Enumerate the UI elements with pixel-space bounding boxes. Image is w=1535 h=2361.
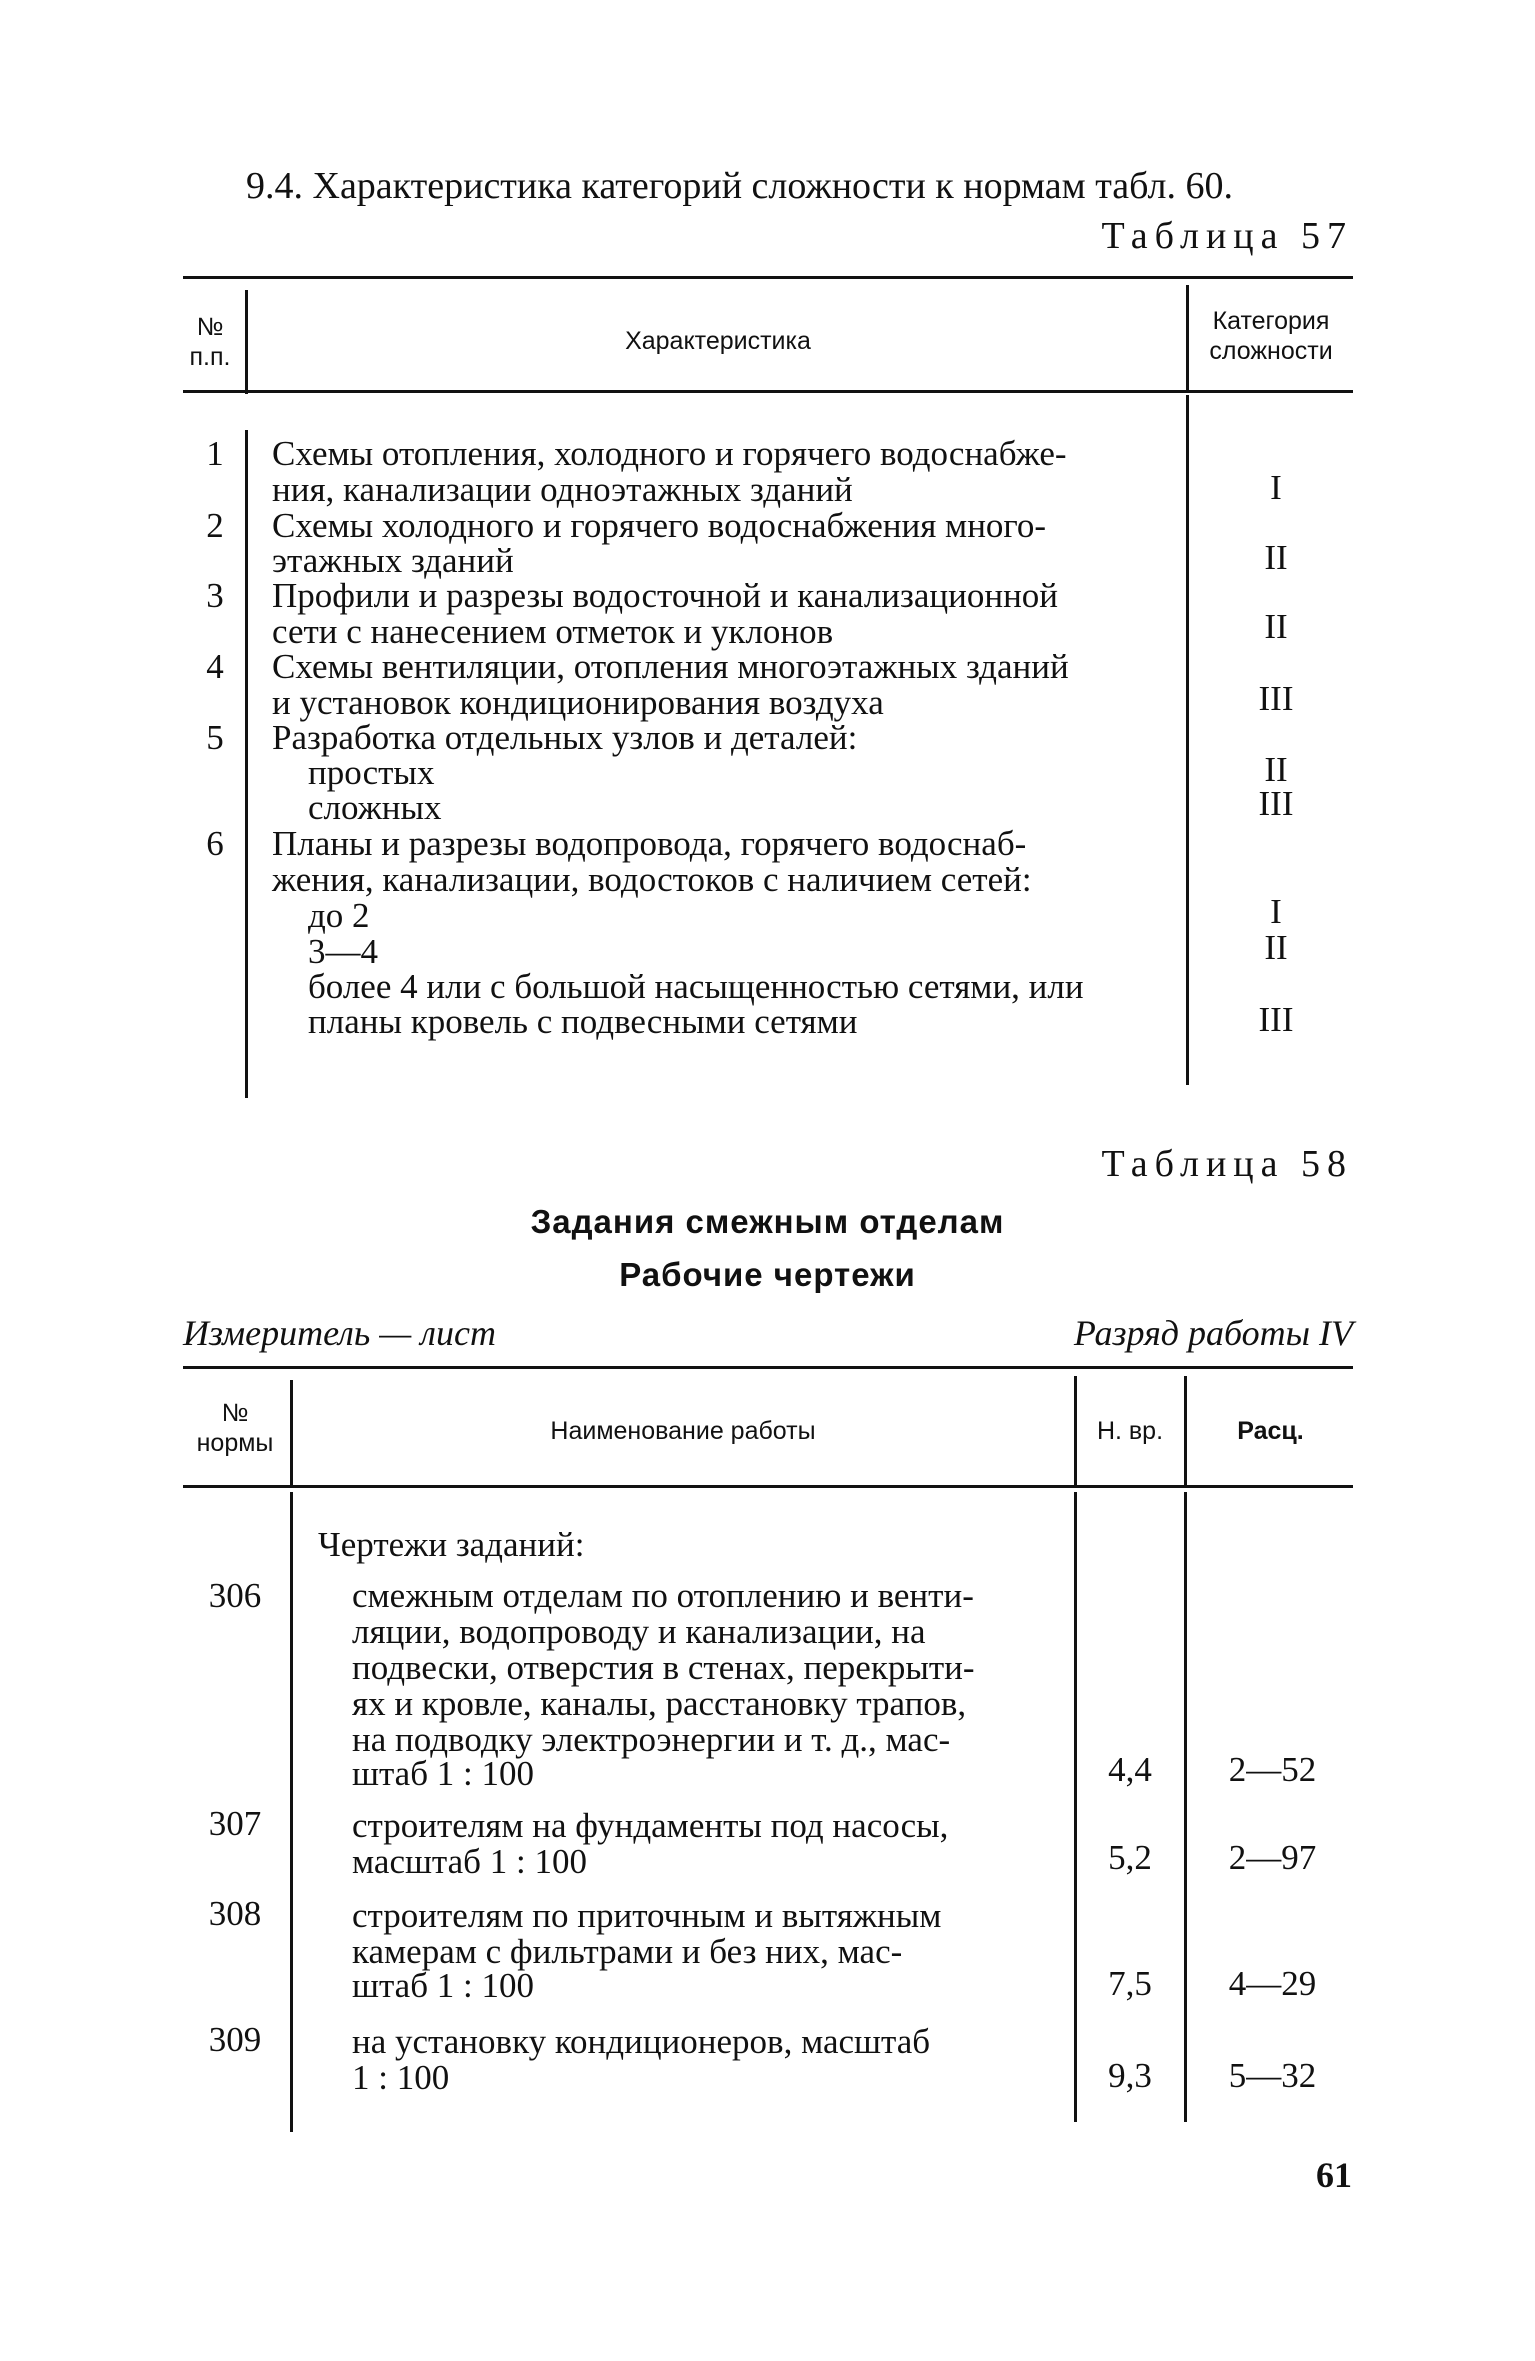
table-57-row-6-sub-4-category: III	[1258, 1000, 1294, 1039]
table-58-row-308-line-1: строителям по приточным и вытяжным	[352, 1896, 942, 1935]
table-58-row-306-line-1: смежным отделам по отоплению и венти-	[352, 1576, 974, 1615]
table-58-col-divider	[1074, 1492, 1077, 2122]
table-57-row-1-category: I	[1270, 468, 1282, 507]
table-57-row-3-line-2: сети с нанесением отметок и уклонов	[272, 612, 834, 651]
table-58-row-306-line-6: штаб 1 : 100	[352, 1754, 534, 1793]
table-57-label: Таблица 57	[1101, 215, 1353, 257]
table-58-col-divider	[290, 1380, 293, 1488]
table-58-intro: Чертежи заданий:	[318, 1525, 585, 1564]
table-58-row-308-rate: 4—29	[1228, 1964, 1317, 2003]
section-heading: 9.4. Характеристика категорий сложности к нормам табл. 60.	[246, 165, 1233, 207]
table-58-header-rate: Расц.	[1237, 1417, 1304, 1445]
table-58-row-307-line-2: масштаб 1 : 100	[352, 1842, 587, 1881]
table-57-row-6-sub-1: до 2	[308, 896, 370, 935]
table-57-row-1-line-1: Схемы отопления, холодного и горячего водоснабже-	[272, 434, 1067, 473]
table-57-row-4-no: 4	[206, 647, 224, 686]
table-58-row-307-no: 307	[208, 1804, 262, 1843]
table-57-row-5-line-1: Разработка отдельных узлов и деталей:	[272, 718, 858, 757]
table-57-header-no: № п.п.	[189, 313, 231, 371]
table-58-row-309-line-2: 1 : 100	[352, 2058, 450, 2097]
table-58-col-divider	[1074, 1376, 1077, 1486]
table-57-col-divider	[245, 430, 248, 1098]
table-57-top-rule	[183, 276, 1353, 279]
table-57-row-3-line-1: Профили и разрезы водосточной и канализационной	[272, 576, 1059, 615]
table-57-col-divider	[245, 290, 248, 394]
table-58-row-309-line-1: на установку кондиционеров, масштаб	[352, 2022, 931, 2061]
table-57-row-5-sub-2-category: III	[1258, 784, 1294, 823]
table-58-col-divider	[1184, 1492, 1187, 2122]
table-58-row-306-line-5: на подводку электроэнергии и т. д., мас-	[352, 1720, 951, 1759]
table-57-row-5-no: 5	[206, 718, 224, 757]
table-58-top-rule	[183, 1366, 1353, 1369]
table-58-row-308-line-3: штаб 1 : 100	[352, 1966, 534, 2005]
table-58-row-306-line-4: ях и кровле, каналы, расстановку трапов,	[352, 1684, 967, 1723]
table-57-row-2-line-1: Схемы холодного и горячего водоснабжения много-	[272, 506, 1047, 545]
table-58-row-307-time: 5,2	[1108, 1838, 1152, 1877]
table-58-row-308-no: 308	[208, 1894, 262, 1933]
table-58-row-308-time: 7,5	[1108, 1964, 1152, 2003]
table-57-row-1-no: 1	[206, 434, 224, 473]
table-58-row-309-time: 9,3	[1108, 2056, 1152, 2095]
table-57-row-2-line-2: этажных зданий	[272, 541, 514, 580]
table-58-subtitle: Рабочие чертежи	[619, 1256, 916, 1293]
table-57-header-description: Характеристика	[625, 327, 811, 355]
table-57-row-6-sub-3: более 4 или с большой насыщенностью сетями, или	[308, 967, 1084, 1006]
table-57-row-3-no: 3	[206, 576, 224, 615]
table-57-row-6-line-2: жения, канализации, водостоков с наличием сетей:	[272, 860, 1032, 899]
table-57-row-6-sub-2-category: II	[1264, 928, 1288, 967]
table-58-row-309-rate: 5—32	[1228, 2056, 1317, 2095]
table-57-row-1-line-2: ния, канализации одноэтажных зданий	[272, 470, 853, 509]
table-58-row-307-line-1: строителям на фундаменты под насосы,	[352, 1806, 949, 1845]
table-57-header-rule	[183, 390, 1353, 393]
table-58-title: Задания смежным отделам	[530, 1203, 1005, 1240]
table-58-row-306-rate: 2—52	[1228, 1750, 1317, 1789]
table-57-row-6-line-1: Планы и разрезы водопровода, горячего водоснаб-	[272, 824, 1027, 863]
table-57-col-divider	[1186, 395, 1189, 1085]
table-57-row-6-sub-1-category: I	[1270, 892, 1282, 931]
table-58-row-306-no: 306	[208, 1576, 262, 1615]
table-58-grade: Разряд работы IV	[1073, 1313, 1353, 1353]
table-57-row-4-line-1: Схемы вентиляции, отопления многоэтажных зданий	[272, 647, 1069, 686]
table-57-row-5-sub-1: простых	[308, 753, 435, 792]
table-58-row-306-time: 4,4	[1108, 1750, 1152, 1789]
table-57-row-2-no: 2	[206, 506, 224, 545]
table-57-row-4-line-2: и установок кондиционирования воздуха	[272, 683, 884, 722]
table-58-header-rule	[183, 1485, 1353, 1488]
table-57-row-5-sub-2: сложных	[308, 788, 442, 827]
table-57-header-category: Категория сложности	[1209, 307, 1333, 365]
table-57-row-6-no: 6	[206, 824, 224, 863]
table-58-row-306-line-2: ляции, водопроводу и канализации, на	[352, 1612, 926, 1651]
table-58-row-308-line-2: камерам с фильтрами и без них, мас-	[352, 1932, 903, 1971]
table-58-col-divider	[290, 1492, 293, 2132]
table-58-measure: Измеритель — лист	[183, 1313, 496, 1353]
table-58-row-309-no: 309	[208, 2020, 262, 2059]
table-57-row-3-category: II	[1264, 607, 1288, 646]
table-58-row-306-line-3: подвески, отверстия в стенах, перекрыти-	[352, 1648, 975, 1687]
table-58-col-divider	[1184, 1376, 1187, 1486]
table-58-header-name: Наименование работы	[550, 1417, 816, 1445]
table-58-row-307-rate: 2—97	[1228, 1838, 1317, 1877]
table-57-row-5-sub-1-category: II	[1264, 750, 1288, 789]
table-58-header-time: Н. вр.	[1096, 1417, 1164, 1445]
table-57-row-6-sub-2: 3—4	[308, 932, 378, 971]
table-58-header-no: № нормы	[196, 1399, 274, 1457]
table-57-row-4-category: III	[1258, 679, 1294, 718]
page-number: 61	[1316, 2155, 1352, 2195]
table-57-col-divider	[1186, 285, 1189, 393]
table-57-row-2-category: II	[1264, 538, 1288, 577]
table-58-label: Таблица 58	[1101, 1143, 1353, 1185]
table-57-row-6-sub-4: планы кровель с подвесными сетями	[308, 1002, 858, 1041]
